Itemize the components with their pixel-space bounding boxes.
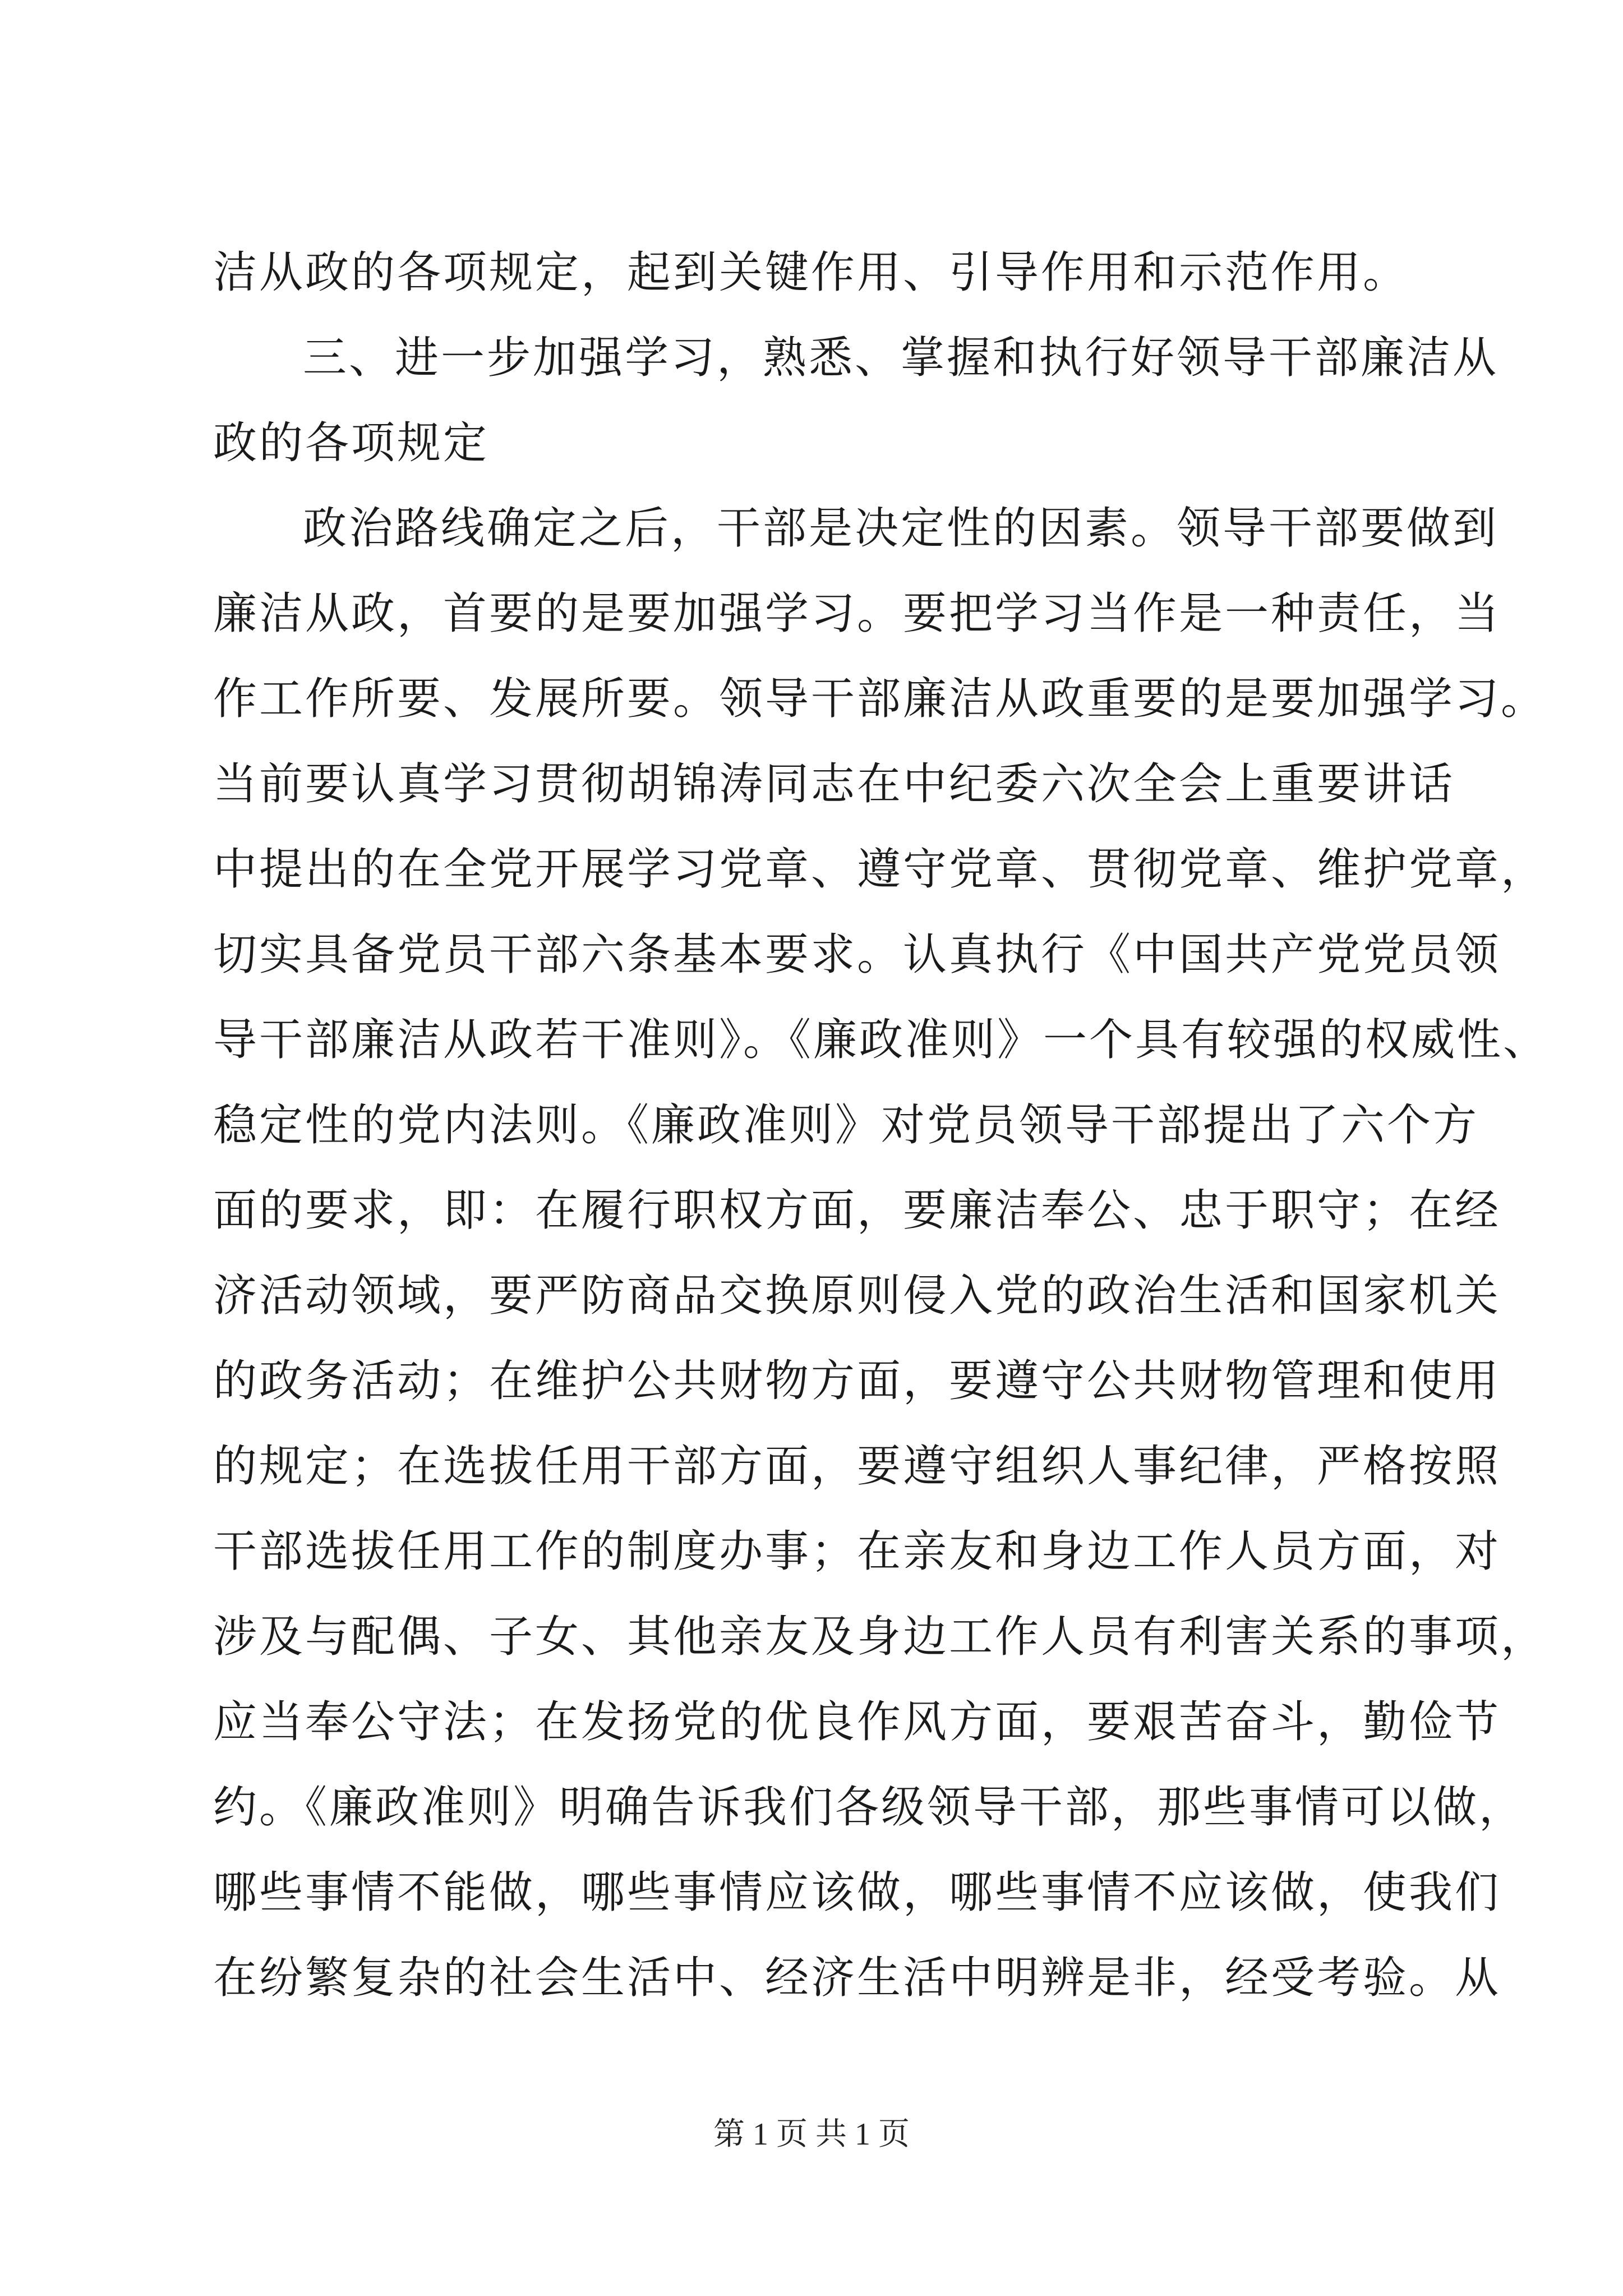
text-line: 导干部廉洁从政若干准则》。《廉政准则》一个具有较强的权威性、 <box>213 1015 1550 1065</box>
text-line: 面的要求，即：在履行职权方面，要廉洁奉公、忠于职守；在经 <box>213 1185 1501 1236</box>
text-line: 作工作所要、发展所要。领导干部廉洁从政重要的是要加强学习。 <box>213 674 1547 724</box>
document-body <box>213 230 1550 2021</box>
text-line: 政治路线确定之后，干部是决定性的因素。领导干部要做到 <box>303 503 1499 554</box>
text-line: 廉洁从政，首要的是要加强学习。要把学习当作是一种责任，当 <box>213 588 1501 639</box>
text-line: 中提出的在全党开展学习党章、遵守党章、贯彻党章、维护党章， <box>213 844 1547 895</box>
text-line: 在纷繁复杂的社会生活中、经济生活中明辨是非，经受考验。从 <box>213 1953 1501 2003</box>
text-line: 当前要认真学习贯彻胡锦涛同志在中纪委六次全会上重要讲话 <box>213 759 1455 809</box>
text-line: 三、进一步加强学习，熟悉、掌握和执行好领导干部廉洁从 <box>303 333 1499 383</box>
text-line: 济活动领域，要严防商品交换原则侵入党的政治生活和国家机关 <box>213 1271 1501 1321</box>
text-line: 稳定性的党内法则。《廉政准则》对党员领导干部提出了六个方 <box>213 1100 1479 1151</box>
text-line: 的规定；在选拔任用干部方面，要遵守组织人事纪律，严格按照 <box>213 1441 1501 1492</box>
page-footer: 第 1 页 共 1 页 <box>713 2117 910 2152</box>
text-line: 的政务活动；在维护公共财物方面，要遵守公共财物管理和使用 <box>213 1356 1501 1406</box>
text-line: 切实具备党员干部六条基本要求。认真执行《中国共产党党员领 <box>213 930 1501 980</box>
text-line: 约。《廉政准则》明确告诉我们各级领导干部，那些事情可以做， <box>213 1782 1525 1833</box>
text-line: 应当奉公守法；在发扬党的优良作风方面，要艰苦奋斗，勤俭节 <box>213 1697 1501 1747</box>
text-line: 政的各项规定 <box>213 418 490 468</box>
text-line: 洁从政的各项规定，起到关键作用、引导作用和示范作用。 <box>213 247 1409 298</box>
text-line: 哪些事情不能做，哪些事情应该做，哪些事情不应该做，使我们 <box>213 1867 1501 1918</box>
text-line: 涉及与配偶、子女、其他亲友及身边工作人员有利害关系的事项， <box>213 1612 1547 1662</box>
text-line: 干部选拔任用工作的制度办事；在亲友和身边工作人员方面，对 <box>213 1526 1501 1577</box>
